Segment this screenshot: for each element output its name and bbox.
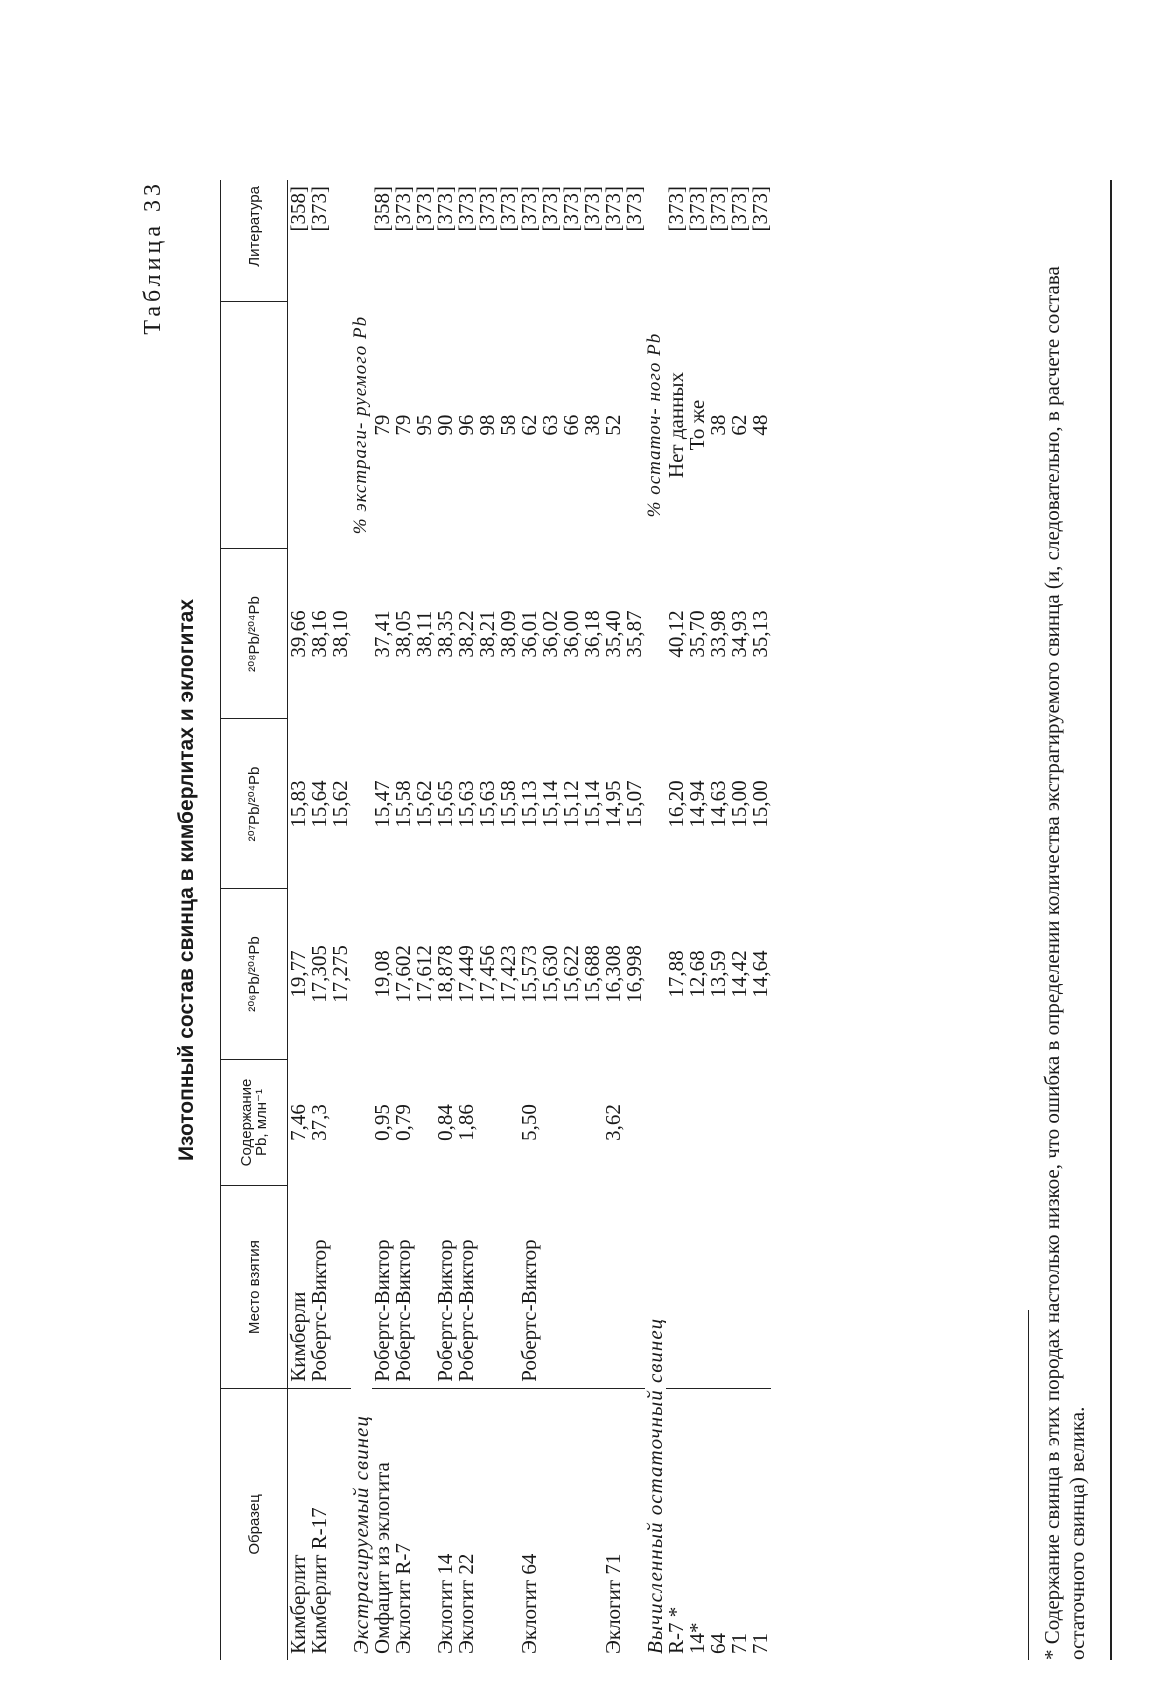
cell-location: Робертс-Виктор bbox=[372, 1186, 393, 1388]
cell-r208: 38,09 bbox=[496, 610, 520, 658]
cell-location: Робертс-Виктор bbox=[519, 1186, 540, 1388]
cell-location bbox=[666, 1186, 687, 1388]
cell-literature: [373] bbox=[748, 186, 772, 232]
cell-location: Кимберли bbox=[288, 1186, 310, 1388]
cell-pb-content: 37,3 bbox=[307, 1104, 331, 1141]
cell-sample: 64 bbox=[706, 1633, 730, 1654]
rotated-page bbox=[140, 100, 1160, 1660]
header-location: Место взятия bbox=[221, 1186, 288, 1388]
cell-percent: 98 bbox=[475, 414, 499, 436]
cell-pb-content: 0,79 bbox=[391, 1104, 415, 1141]
cell-r207: 15,83 bbox=[286, 780, 310, 828]
cell-percent: 58 bbox=[496, 414, 520, 436]
cell-sample: 71 bbox=[748, 1633, 772, 1654]
cell-literature: [373] bbox=[706, 186, 730, 232]
cell-r207: 15,00 bbox=[748, 780, 772, 828]
cell-r206: 17,305 bbox=[307, 945, 331, 1003]
cell-percent: 95 bbox=[412, 414, 436, 436]
section3 bbox=[645, 180, 666, 1660]
cell-r208: 36,00 bbox=[559, 610, 583, 658]
cell-sample bbox=[540, 1388, 561, 1660]
cell-percent bbox=[624, 301, 645, 549]
cell-literature: [373] bbox=[538, 186, 562, 232]
cell-location bbox=[729, 1186, 750, 1388]
cell-r208: 35,13 bbox=[748, 610, 772, 658]
cell-sample: 14* bbox=[685, 1622, 709, 1654]
cell-r207: 14,63 bbox=[706, 780, 730, 828]
cell-r207: 15,58 bbox=[391, 780, 415, 828]
cell-r207: 15,62 bbox=[412, 780, 436, 828]
header-r207: ²⁰⁷Pb/²⁰⁴Pb bbox=[221, 719, 288, 889]
cell-literature: [358] bbox=[286, 186, 310, 232]
cell-r206: 17,423 bbox=[496, 945, 520, 1003]
cell-r208: 38,35 bbox=[433, 610, 457, 658]
cell-pb-content bbox=[582, 1059, 603, 1186]
cell-percent: 48 bbox=[748, 414, 772, 436]
table-row bbox=[708, 180, 729, 1660]
table-row bbox=[498, 180, 519, 1660]
cell-percent: 38 bbox=[580, 414, 604, 436]
table-row bbox=[603, 180, 624, 1660]
cell-r207: 15,14 bbox=[538, 780, 562, 828]
cell-literature: [373] bbox=[517, 186, 541, 232]
cell-r207: 16,20 bbox=[664, 780, 688, 828]
table-row bbox=[456, 180, 477, 1660]
cell-literature: [373] bbox=[433, 186, 457, 232]
table-row bbox=[582, 180, 603, 1660]
cell-r207: 14,95 bbox=[601, 780, 625, 828]
cell-r207: 14,94 bbox=[685, 780, 709, 828]
cell-sample: Омфацит из эклогита bbox=[370, 1462, 394, 1654]
cell-pb-content bbox=[729, 1059, 750, 1186]
cell-percent: Нет данных bbox=[664, 372, 688, 479]
cell-r206: 15,573 bbox=[517, 945, 541, 1003]
table-row bbox=[750, 180, 771, 1660]
table-row bbox=[519, 180, 540, 1660]
cell-pb-content: 5,50 bbox=[517, 1104, 541, 1141]
table-row bbox=[309, 180, 330, 1660]
cell-pb-content bbox=[477, 1059, 498, 1186]
section-row bbox=[645, 180, 666, 1660]
cell-sample bbox=[624, 1388, 645, 1660]
group3-body bbox=[666, 180, 771, 1660]
cell-location bbox=[414, 1186, 435, 1388]
cell-literature: [373] bbox=[685, 186, 709, 232]
footnote-divider bbox=[1028, 1310, 1029, 1660]
cell-sample: Эклогит R-7 bbox=[391, 1543, 415, 1654]
cell-literature: [373] bbox=[454, 186, 478, 232]
cell-pb-content: 1,86 bbox=[454, 1104, 478, 1141]
cell-pb-content bbox=[414, 1059, 435, 1186]
cell-literature bbox=[330, 180, 351, 301]
cell-sample: Кимберлит R-17 bbox=[307, 1507, 331, 1654]
cell-r206: 17,456 bbox=[475, 945, 499, 1003]
cell-literature: [373] bbox=[622, 186, 646, 232]
cell-pb-content bbox=[750, 1059, 771, 1186]
cell-pb-content: 3,62 bbox=[601, 1104, 625, 1141]
cell-sample: Эклогит 64 bbox=[517, 1553, 541, 1654]
cell-r206: 15,688 bbox=[580, 945, 604, 1003]
table-row bbox=[330, 180, 351, 1660]
table-row bbox=[540, 180, 561, 1660]
cell-pb-content bbox=[708, 1059, 729, 1186]
cell-r208: 37,41 bbox=[370, 610, 394, 658]
table-number: Таблица 33 bbox=[140, 180, 166, 335]
cell-pb-content bbox=[330, 1059, 351, 1186]
cell-r207: 15,63 bbox=[454, 780, 478, 828]
table-row bbox=[666, 180, 687, 1660]
cell-percent: 62 bbox=[517, 414, 541, 436]
cell-r207: 15,12 bbox=[559, 780, 583, 828]
cell-percent: 63 bbox=[538, 414, 562, 436]
cell-r206: 17,275 bbox=[328, 945, 352, 1003]
section-pct-header: % остаточ- ного Pb bbox=[644, 332, 665, 518]
cell-r206: 19,08 bbox=[370, 950, 394, 998]
cell-pb-content bbox=[498, 1059, 519, 1186]
cell-percent: 66 bbox=[559, 414, 583, 436]
cell-sample: R-7 * bbox=[664, 1606, 688, 1654]
footnote: * Содержание свинца в этих породах настолько низкое, что ошибка в определении количества экстрагируемого свинца (и, следовательно, в расчете состава остаточного свинца) велика. bbox=[1040, 266, 1090, 1660]
section-label: Вычисленный остаточный свинец bbox=[643, 1317, 667, 1654]
section-empty bbox=[351, 180, 372, 301]
table-title: Изотопный состав свинца в кимберлитах и эклогитах bbox=[175, 598, 198, 1162]
header-literature: Литература bbox=[221, 180, 288, 301]
group2-body bbox=[372, 180, 645, 1660]
cell-pb-content: 0,84 bbox=[433, 1104, 457, 1141]
cell-location bbox=[603, 1186, 624, 1388]
cell-literature: [373] bbox=[307, 186, 331, 232]
cell-literature: [373] bbox=[391, 186, 415, 232]
cell-percent: 79 bbox=[370, 414, 394, 436]
cell-location bbox=[477, 1186, 498, 1388]
cell-literature: [373] bbox=[580, 186, 604, 232]
section-row bbox=[351, 180, 372, 1660]
table-row bbox=[624, 180, 645, 1660]
cell-percent: 79 bbox=[391, 414, 415, 436]
cell-literature: [373] bbox=[475, 186, 499, 232]
cell-sample: Эклогит 14 bbox=[433, 1553, 457, 1654]
cell-sample bbox=[582, 1388, 603, 1660]
cell-r207: 15,63 bbox=[475, 780, 499, 828]
cell-r206: 17,612 bbox=[412, 945, 436, 1003]
cell-r206: 12,68 bbox=[685, 950, 709, 998]
cell-r206: 18,878 bbox=[433, 945, 457, 1003]
cell-percent bbox=[288, 301, 310, 549]
cell-r208: 38,10 bbox=[328, 610, 352, 658]
cell-location bbox=[687, 1186, 708, 1388]
cell-location bbox=[708, 1186, 729, 1388]
header-percent bbox=[221, 301, 288, 549]
cell-sample bbox=[477, 1388, 498, 1660]
cell-r206: 15,630 bbox=[538, 945, 562, 1003]
cell-r206: 14,64 bbox=[748, 950, 772, 998]
table-row bbox=[729, 180, 750, 1660]
cell-percent: 90 bbox=[433, 414, 457, 436]
cell-location bbox=[582, 1186, 603, 1388]
cell-r207: 15,14 bbox=[580, 780, 604, 828]
cell-r206: 16,308 bbox=[601, 945, 625, 1003]
cell-pb-content bbox=[561, 1059, 582, 1186]
cell-sample bbox=[414, 1388, 435, 1660]
cell-r208: 38,22 bbox=[454, 610, 478, 658]
cell-r206: 14,42 bbox=[727, 950, 751, 998]
cell-location: Робертс-Виктор bbox=[456, 1186, 477, 1388]
cell-location: Робертс-Виктор bbox=[393, 1186, 414, 1388]
cell-literature: [373] bbox=[496, 186, 520, 232]
group1-body bbox=[288, 180, 352, 1660]
cell-literature: [373] bbox=[559, 186, 583, 232]
cell-r207: 15,47 bbox=[370, 780, 394, 828]
cell-sample: Кимберлит bbox=[286, 1554, 310, 1654]
cell-percent: 38 bbox=[706, 414, 730, 436]
cell-sample bbox=[498, 1388, 519, 1660]
cell-r206: 17,449 bbox=[454, 945, 478, 1003]
section2 bbox=[351, 180, 372, 1660]
header-pb-content: Содержание Pb, млн⁻¹ bbox=[221, 1059, 288, 1186]
table-row bbox=[372, 180, 393, 1660]
bottom-rule bbox=[1110, 180, 1112, 1660]
cell-r207: 15,00 bbox=[727, 780, 751, 828]
cell-r206: 17,88 bbox=[664, 950, 688, 998]
table-row bbox=[687, 180, 708, 1660]
cell-pb-content bbox=[540, 1059, 561, 1186]
data-table bbox=[220, 180, 771, 1660]
cell-r208: 38,21 bbox=[475, 610, 499, 658]
cell-literature: [373] bbox=[727, 186, 751, 232]
cell-percent bbox=[330, 301, 351, 549]
cell-sample bbox=[561, 1388, 582, 1660]
cell-percent: 52 bbox=[601, 414, 625, 436]
cell-sample: 71 bbox=[727, 1633, 751, 1654]
cell-location bbox=[330, 1186, 351, 1388]
cell-literature: [358] bbox=[370, 186, 394, 232]
cell-r207: 15,58 bbox=[496, 780, 520, 828]
cell-r208: 33,98 bbox=[706, 610, 730, 658]
cell-r206: 16,998 bbox=[622, 945, 646, 1003]
cell-r208: 38,16 bbox=[307, 610, 331, 658]
section-empty bbox=[645, 180, 666, 301]
cell-sample bbox=[330, 1388, 351, 1660]
section-label: Экстрагируемый свинец bbox=[349, 1415, 373, 1654]
table-row bbox=[477, 180, 498, 1660]
cell-r208: 38,05 bbox=[391, 610, 415, 658]
cell-r206: 13,59 bbox=[706, 950, 730, 998]
table-row bbox=[393, 180, 414, 1660]
cell-percent: 62 bbox=[727, 414, 751, 436]
cell-r207: 15,13 bbox=[517, 780, 541, 828]
cell-r207: 15,64 bbox=[307, 780, 331, 828]
cell-r208: 35,87 bbox=[622, 610, 646, 658]
cell-literature: [373] bbox=[601, 186, 625, 232]
cell-percent: То же bbox=[685, 399, 709, 451]
cell-r206: 15,622 bbox=[559, 945, 583, 1003]
header-sample: Образец bbox=[221, 1388, 288, 1660]
cell-sample: Эклогит 71 bbox=[601, 1553, 625, 1654]
cell-r207: 15,65 bbox=[433, 780, 457, 828]
cell-r208: 35,70 bbox=[685, 610, 709, 658]
section-pct-header: % экстраги- руемого Pb bbox=[350, 315, 371, 535]
header-r208: ²⁰⁸Pb/²⁰⁴Pb bbox=[221, 549, 288, 719]
cell-percent: 96 bbox=[454, 414, 478, 436]
cell-r208: 34,93 bbox=[727, 610, 751, 658]
cell-location bbox=[540, 1186, 561, 1388]
cell-pb-content bbox=[666, 1059, 687, 1186]
cell-r207: 15,07 bbox=[622, 780, 646, 828]
cell-r208: 35,40 bbox=[601, 610, 625, 658]
table-row bbox=[435, 180, 456, 1660]
cell-r208: 36,02 bbox=[538, 610, 562, 658]
table-row bbox=[288, 180, 310, 1660]
cell-r207: 15,62 bbox=[328, 780, 352, 828]
cell-r206: 19,77 bbox=[286, 950, 310, 998]
cell-r208: 40,12 bbox=[664, 610, 688, 658]
cell-percent bbox=[309, 301, 330, 549]
cell-sample: Эклогит 22 bbox=[454, 1553, 478, 1654]
cell-pb-content: 0,95 bbox=[370, 1104, 394, 1141]
cell-literature: [373] bbox=[664, 186, 688, 232]
cell-r208: 36,18 bbox=[580, 610, 604, 658]
header-r206: ²⁰⁶Pb/²⁰⁴Pb bbox=[221, 889, 288, 1059]
cell-location: Робертс-Виктор bbox=[435, 1186, 456, 1388]
cell-r208: 36,01 bbox=[517, 610, 541, 658]
cell-r208: 38,11 bbox=[412, 610, 436, 658]
cell-location bbox=[750, 1186, 771, 1388]
cell-r208: 39,66 bbox=[286, 610, 310, 658]
cell-location bbox=[624, 1186, 645, 1388]
cell-pb-content: 7,46 bbox=[286, 1104, 310, 1141]
table-row bbox=[414, 180, 435, 1660]
cell-pb-content bbox=[624, 1059, 645, 1186]
header-row bbox=[221, 180, 288, 1660]
cell-r206: 17,602 bbox=[391, 945, 415, 1003]
cell-location bbox=[498, 1186, 519, 1388]
table-row bbox=[561, 180, 582, 1660]
cell-location: Робертс-Виктор bbox=[309, 1186, 330, 1388]
cell-literature: [373] bbox=[412, 186, 436, 232]
cell-location bbox=[561, 1186, 582, 1388]
cell-pb-content bbox=[687, 1059, 708, 1186]
